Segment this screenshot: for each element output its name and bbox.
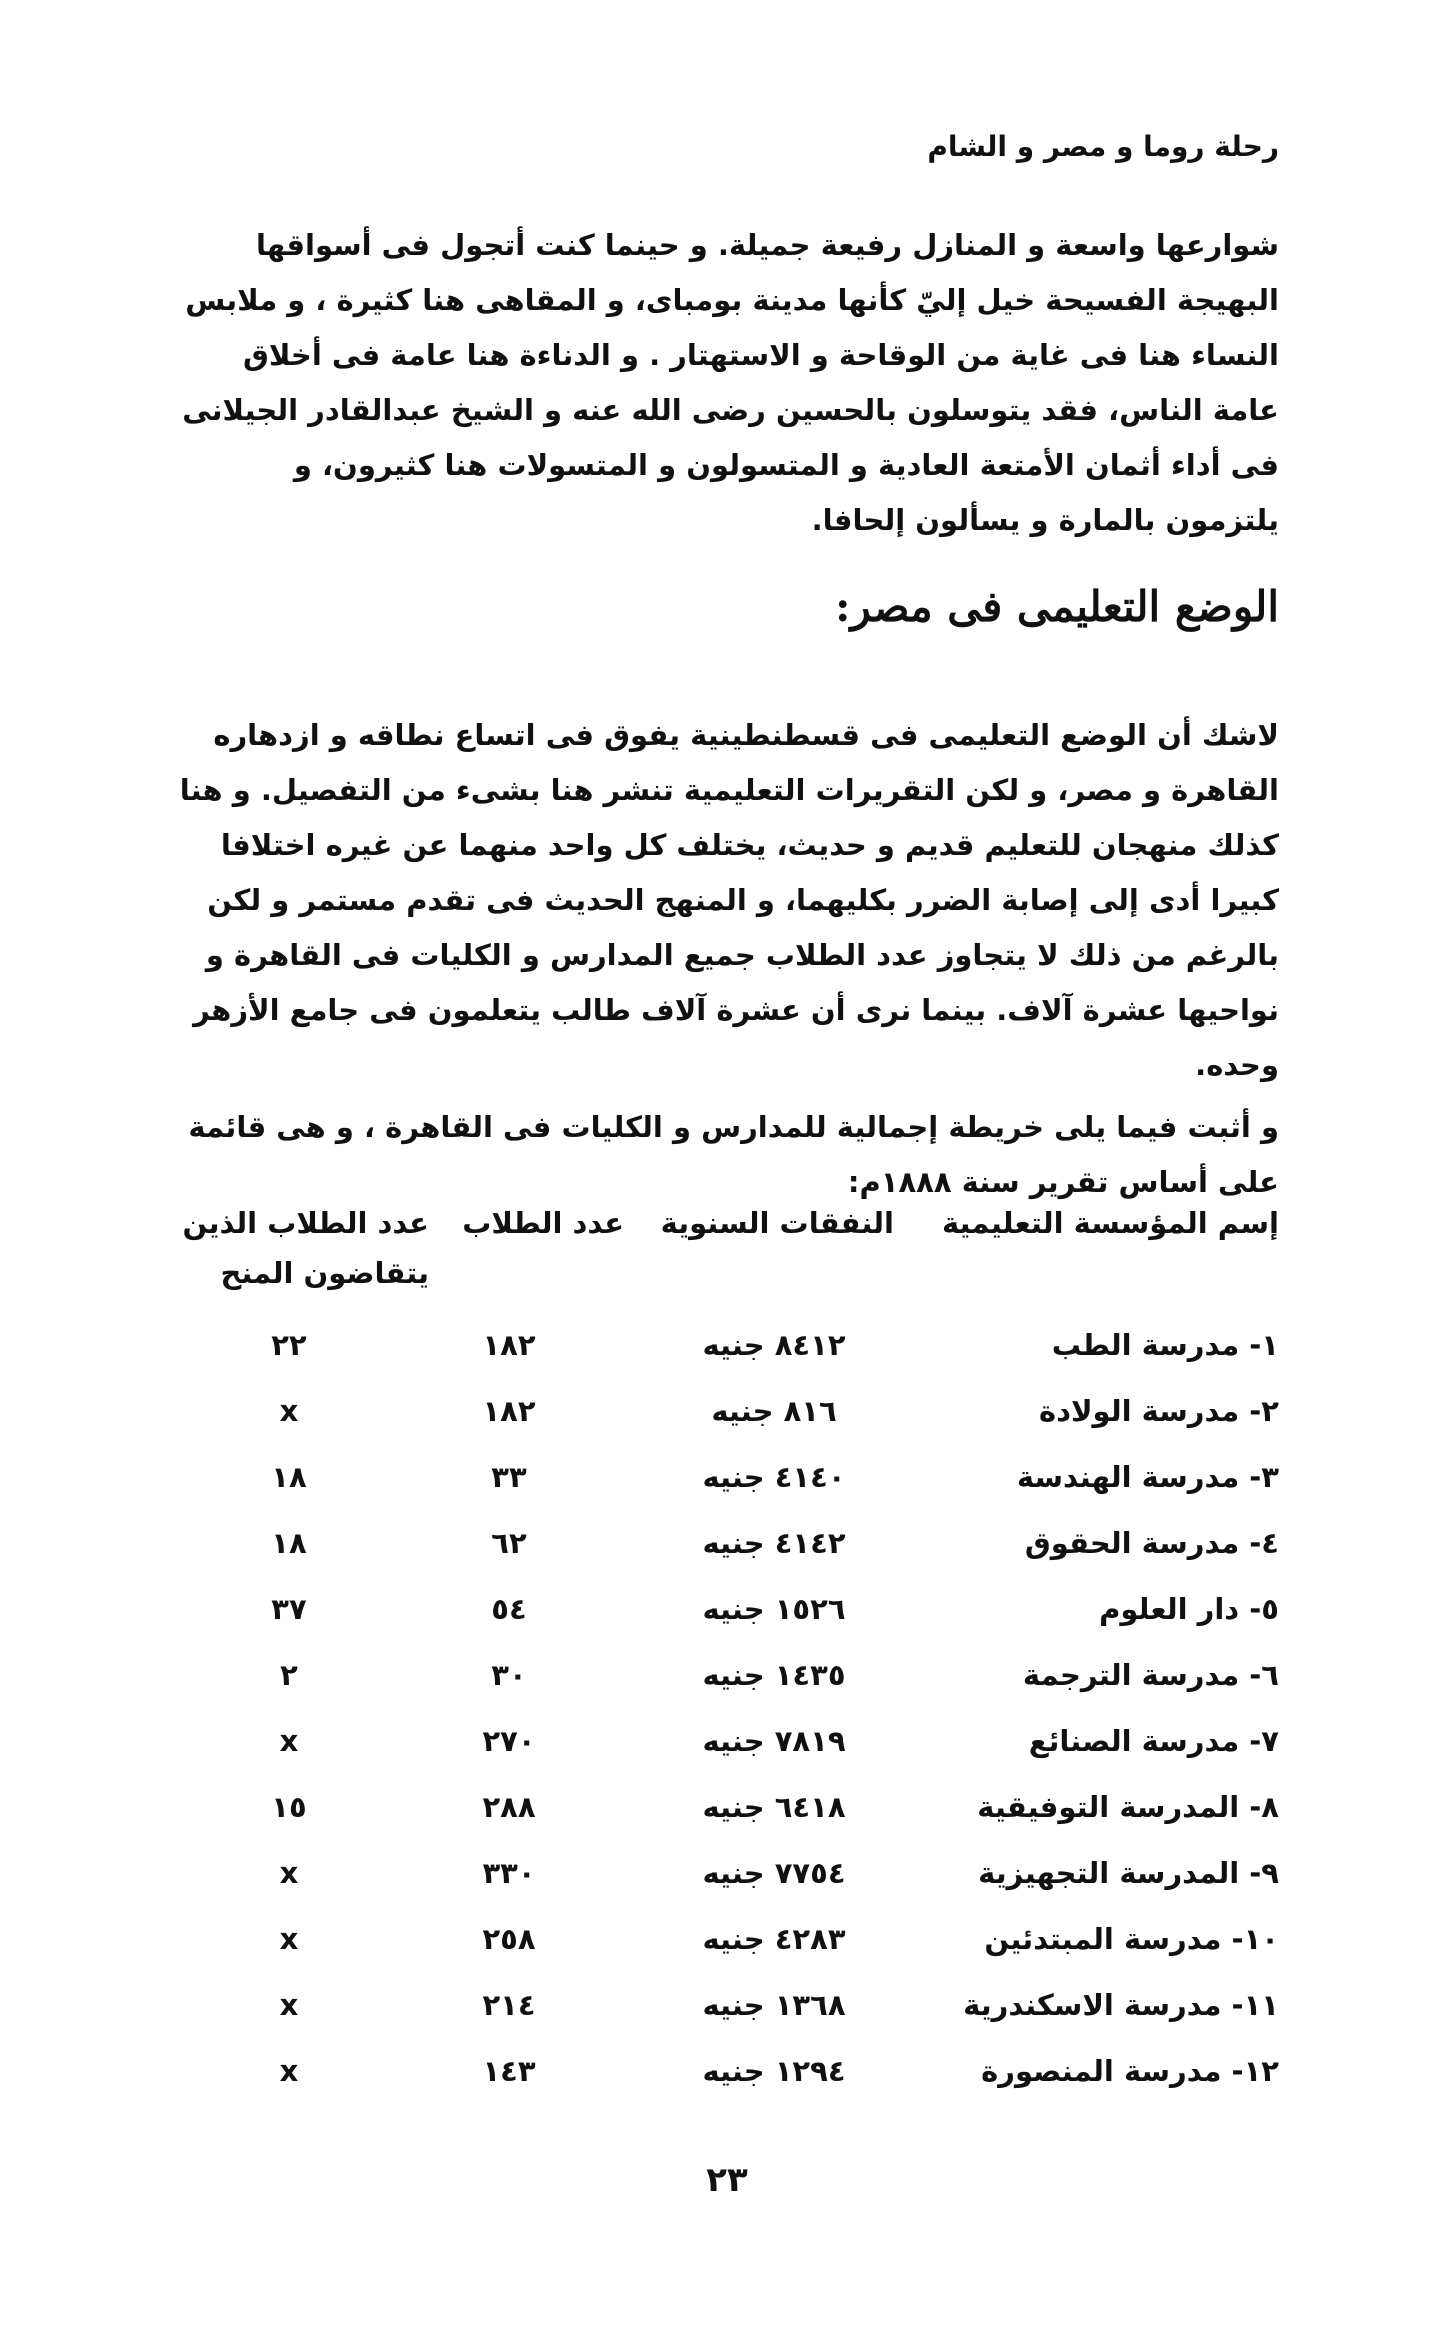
scholarship-count: x: [279, 1724, 299, 1758]
annual-expenses: ٨٤١٢ جنيه: [702, 1328, 846, 1362]
section-heading: الوضع التعليمى فى مصر:: [835, 582, 1279, 631]
student-count: ٢٧٠: [482, 1724, 536, 1758]
student-count: ١٤٣: [482, 2054, 536, 2088]
scholarship-count: x: [279, 1988, 299, 2022]
student-count: ٣٣: [491, 1460, 527, 1494]
table-row: [169, 1576, 1279, 1642]
scholarship-count: ٢: [280, 1658, 298, 1692]
institution-name: ١٠- مدرسة المبتدئين: [984, 1922, 1279, 1956]
paragraph-2: لاشك أن الوضع التعليمى فى قسطنطينية يفوق فى اتساع نطاقه و ازدهاره القاهرة و مصر، و لكن التقريرات التعليمية تنشر هنا بشىء من التفصيل. و هنا كذلك منهجان للتعليم قديم و حديث، يختلف كل واحد منهما عن غيره اختلافا كبيرا أدى إلى إصابة الضرر بكليهما، و المنهج الحديث فى تقدم مستمر و لكن بالرغم من ذلك لا يتجاوز عدد الطلاب جميع المدارس و الكليات فى القاهرة و نواحيها عشرة آلاف. بينما نرى أن عشرة آلاف طالب يتعلمون فى جامع الأزهر وحده.: [179, 718, 1279, 1082]
annual-expenses: ١٣٦٨ جنيه: [702, 1988, 846, 2022]
scholarship-count: x: [279, 1856, 299, 1890]
table-intro: و أثبت فيما يلى خريطة إجمالية للمدارس و الكليات فى القاهرة ، و هى قائمة على أساس تقرير سنة ١٨٨٨م:: [188, 1110, 1279, 1199]
schools-table-body: [169, 1312, 1279, 2104]
scholarship-count: x: [279, 1922, 299, 1956]
annual-expenses: ١٢٩٤ جنيه: [702, 2054, 846, 2088]
scholarship-count: x: [279, 2054, 299, 2088]
scholarship-count: ٢٢: [271, 1328, 307, 1362]
table-row: [169, 1840, 1279, 1906]
institution-name: ٣- مدرسة الهندسة: [1016, 1460, 1279, 1494]
scholarship-count: ١٥: [271, 1790, 307, 1824]
schools-table: [169, 1312, 1279, 2104]
institution-name: ٧- مدرسة الصنائع: [1028, 1724, 1279, 1758]
scholarship-count: ٣٧: [271, 1592, 307, 1626]
annual-expenses: ٤١٤٠ جنيه: [702, 1460, 846, 1494]
student-count: ٢١٤: [482, 1988, 536, 2022]
institution-name: ٤- مدرسة الحقوق: [1024, 1526, 1279, 1560]
institution-name: ٥- دار العلوم: [1099, 1592, 1279, 1626]
annual-expenses: ٧٧٥٤ جنيه: [702, 1856, 846, 1890]
scholarship-count: ١٨: [271, 1460, 307, 1494]
page-number: ٢٣: [706, 2160, 748, 2200]
header-expenses: النفقات السنوية: [660, 1206, 894, 1240]
annual-expenses: ٤٢٨٣ جنيه: [702, 1922, 846, 1956]
annual-expenses: ٨١٦ جنيه: [711, 1394, 837, 1428]
annual-expenses: ٧٨١٩ جنيه: [702, 1724, 846, 1758]
institution-name: ١١- مدرسة الاسكندرية: [963, 1988, 1279, 2022]
table-row: [169, 1444, 1279, 1510]
annual-expenses: ٤١٤٢ جنيه: [702, 1526, 846, 1560]
table-row: [169, 1972, 1279, 2038]
table-row: [169, 1642, 1279, 1708]
institution-name: ٨- المدرسة التوفيقية: [977, 1790, 1279, 1824]
table-row: [169, 1906, 1279, 1972]
student-count: ١٨٢: [482, 1394, 536, 1428]
header-students: عدد الطلاب: [462, 1206, 624, 1240]
running-head: رحلة روما و مصر و الشام: [927, 130, 1279, 163]
table-row: [169, 1510, 1279, 1576]
annual-expenses: ١٥٢٦ جنيه: [702, 1592, 846, 1626]
table-row: [169, 1708, 1279, 1774]
student-count: ٢٨٨: [482, 1790, 536, 1824]
student-count: ١٨٢: [482, 1328, 536, 1362]
student-count: ٢٥٨: [482, 1922, 536, 1956]
annual-expenses: ٦٤١٨ جنيه: [702, 1790, 846, 1824]
institution-name: ١٢- مدرسة المنصورة: [981, 2054, 1279, 2088]
table-row: [169, 1378, 1279, 1444]
student-count: ٣٣٠: [482, 1856, 536, 1890]
table-row: [169, 1774, 1279, 1840]
institution-name: ٩- المدرسة التجهيزية: [978, 1856, 1279, 1890]
table-row: [169, 2038, 1279, 2104]
scholarship-count: ١٨: [271, 1526, 307, 1560]
institution-name: ١- مدرسة الطب: [1051, 1328, 1279, 1362]
header-scholarship-students: عدد الطلاب الذين يتقاضون المنح: [182, 1206, 429, 1290]
scholarship-count: x: [279, 1394, 299, 1428]
institution-name: ٢- مدرسة الولادة: [1038, 1394, 1279, 1428]
paragraph-1: شوارعها واسعة و المنازل رفيعة جميلة. و حينما كنت أتجول فى أسواقها البهيجة الفسيحة خيل إليّ كأنها مدينة بومباى، و المقاهى هنا كثيرة ، و ملابس النساء هنا فى غاية من الوقاحة و الاستهتار . و الدناءة هنا عامة فى أخلاق عامة الناس، فقد يتوسلون بالحسين رضى الله عنه و الشيخ عبدالقادر الجيلانى فى أداء أثمان الأمتعة العادية و المتسولون و المتسولات هنا كثيرون، و يلتزمون بالمارة و يسألون إلحافا.: [182, 228, 1279, 537]
table-header: [169, 1198, 1279, 1298]
header-institution: إسم المؤسسة التعليمية: [941, 1206, 1279, 1240]
table-row: [169, 1312, 1279, 1378]
student-count: ٦٢: [491, 1526, 527, 1560]
institution-name: ٦- مدرسة الترجمة: [1022, 1658, 1279, 1692]
annual-expenses: ١٤٣٥ جنيه: [702, 1658, 846, 1692]
student-count: ٥٤: [491, 1592, 527, 1626]
student-count: ٣٠: [491, 1658, 527, 1692]
